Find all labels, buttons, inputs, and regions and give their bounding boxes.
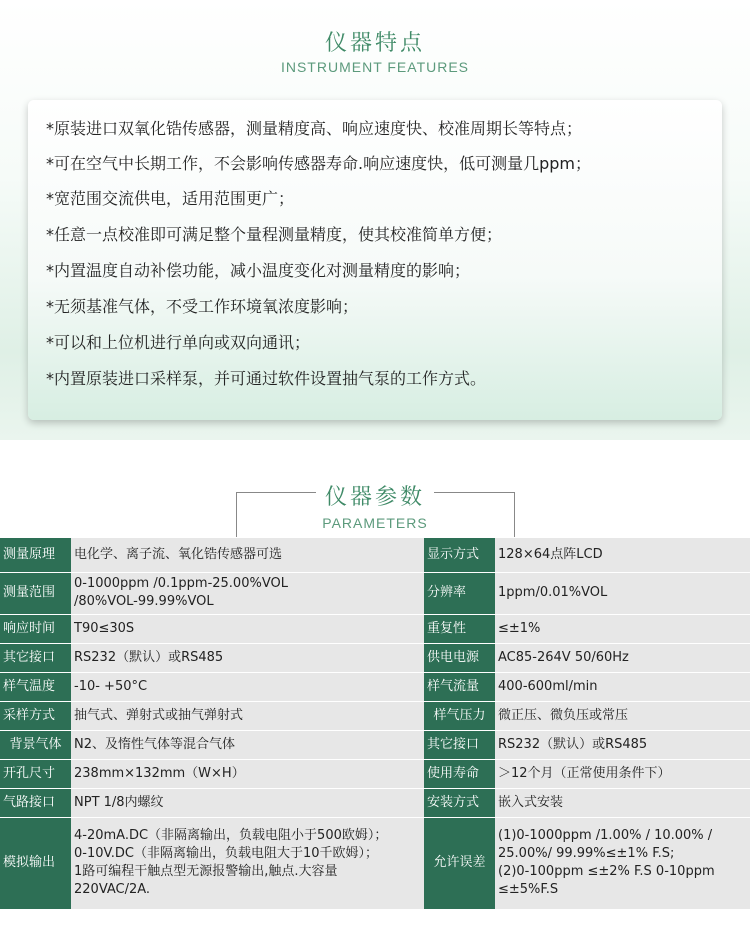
parameters-title: 仪器参数 [324, 485, 425, 510]
param-value-line: AC85-264V 50/60Hz [498, 649, 629, 665]
parameters-heading [316, 478, 434, 534]
param-value [71, 538, 424, 572]
param-value [495, 759, 750, 788]
param-row [0, 643, 750, 672]
param-value [71, 572, 424, 614]
param-row [0, 614, 750, 643]
param-row [0, 538, 750, 572]
feature-item: *内置温度自动补偿功能，减小温度变化对测量精度的影响； [46, 261, 471, 280]
param-label: 重复性 [424, 614, 495, 643]
param-value-line: N2、及惰性气体等混合气体 [74, 736, 235, 752]
param-label: 使用寿命 [424, 759, 495, 788]
feature-item: *宽范围交流供电，适用范围更广； [46, 189, 295, 208]
param-value-line: 25.00%/ 99.99%≤±1% F.S; [498, 846, 675, 861]
param-label: 样气压力 [424, 701, 495, 730]
param-label: 开孔尺寸 [0, 759, 71, 788]
param-value-line: 0-10V.DC（非隔离输出，负载电阻大于10千欧姆）； [74, 846, 378, 861]
param-label: 分辨率 [424, 572, 495, 614]
param-value-line: 4-20mA.DC（非隔离输出，负载电阻小于500欧姆）； [74, 828, 388, 843]
param-value-line: 电化学、离子流、氧化锆传感器可选 [74, 546, 283, 562]
param-value-line: 128×64点阵LCD [498, 546, 603, 562]
param-value-line: ＞12个月（正常使用条件下） [498, 765, 671, 781]
param-value [71, 730, 424, 759]
param-value-line: 嵌入式安装 [498, 794, 564, 810]
param-row [0, 817, 750, 909]
param-value-line: 220VAC/2A. [74, 882, 151, 897]
param-value [495, 788, 750, 817]
param-value [71, 614, 424, 643]
param-value-line: 400-600ml/min [498, 678, 598, 694]
param-value-line: /80%VOL-99.99%VOL [74, 594, 214, 609]
feature-item: *内置原装进口采样泵，并可通过软件设置抽气泵的工作方式。 [46, 369, 487, 388]
param-row [0, 759, 750, 788]
param-value [495, 817, 750, 909]
param-value-line: ≤±5%F.S [498, 882, 559, 897]
param-label: 测量范围 [0, 572, 71, 614]
param-label: 安装方式 [424, 788, 495, 817]
param-value [495, 614, 750, 643]
param-value-line: 1ppm/0.01%VOL [498, 585, 608, 600]
param-label: 模拟输出 [0, 817, 71, 909]
param-value [71, 788, 424, 817]
param-row [0, 572, 750, 614]
param-value [71, 701, 424, 730]
param-label: 样气温度 [0, 672, 71, 701]
param-label: 背景气体 [0, 730, 71, 759]
param-value [495, 672, 750, 701]
param-value-line: 抽气式、弹射式或抽气弹射式 [74, 707, 244, 723]
feature-item: *无须基准气体，不受工作环境氧浓度影响； [46, 297, 359, 316]
param-value [71, 817, 424, 909]
param-value-line: T90≤30S [74, 620, 135, 636]
param-label: 采样方式 [0, 701, 71, 730]
feature-item: *可在空气中长期工作，不会影响传感器寿命.响应速度快，低可测量几ppm； [46, 154, 591, 173]
param-row [0, 701, 750, 730]
param-value [495, 572, 750, 614]
feature-item: *任意一点校准即可满足整个量程测量精度，使其校准简单方便； [46, 225, 503, 244]
param-value-line: 1路可编程干触点型无源报警输出,触点.大容量 [74, 864, 338, 879]
param-label: 其它接口 [0, 643, 71, 672]
param-value-line: -10- +50°C [74, 678, 148, 694]
param-label: 测量原理 [0, 538, 71, 572]
param-value-line: NPT 1/8内螺纹 [74, 794, 164, 810]
param-row [0, 672, 750, 701]
param-value-line: 238mm×132mm（W×H） [74, 765, 245, 781]
param-value-line: 0-1000ppm /0.1ppm-25.00%VOL [74, 576, 288, 591]
feature-item: *可以和上位机进行单向或双向通讯； [46, 333, 311, 352]
param-value-line: ≤±1% [498, 620, 541, 636]
features-card [28, 100, 722, 420]
param-row [0, 730, 750, 759]
param-value [495, 538, 750, 572]
param-label: 显示方式 [424, 538, 495, 572]
param-row [0, 788, 750, 817]
param-value [71, 643, 424, 672]
param-label: 允许误差 [424, 817, 495, 909]
param-value-line: 微正压、微负压或常压 [498, 707, 629, 723]
parameters-table [0, 538, 750, 910]
param-value-line: (1)0-1000ppm /1.00% / 10.00% / [498, 828, 713, 843]
param-value-line: (2)0-100ppm ≤±2% F.S 0-10ppm [498, 864, 715, 879]
param-value [495, 730, 750, 759]
param-label: 样气流量 [424, 672, 495, 701]
param-label: 响应时间 [0, 614, 71, 643]
features-title: 仪器特点 [324, 31, 425, 56]
features-subtitle: INSTRUMENT FEATURES [280, 59, 470, 75]
param-label: 其它接口 [424, 730, 495, 759]
param-label: 供电电源 [424, 643, 495, 672]
param-value-line: RS232（默认）或RS485 [498, 736, 648, 752]
param-value [495, 643, 750, 672]
parameters-subtitle: PARAMETERS [322, 515, 428, 531]
param-value-line: RS232（默认）或RS485 [74, 649, 224, 665]
param-value [71, 759, 424, 788]
param-value [71, 672, 424, 701]
param-label: 气路接口 [0, 788, 71, 817]
feature-item: *原装进口双氧化锆传感器，测量精度高、响应速度快、校准周期长等特点； [46, 119, 583, 138]
param-value [495, 701, 750, 730]
